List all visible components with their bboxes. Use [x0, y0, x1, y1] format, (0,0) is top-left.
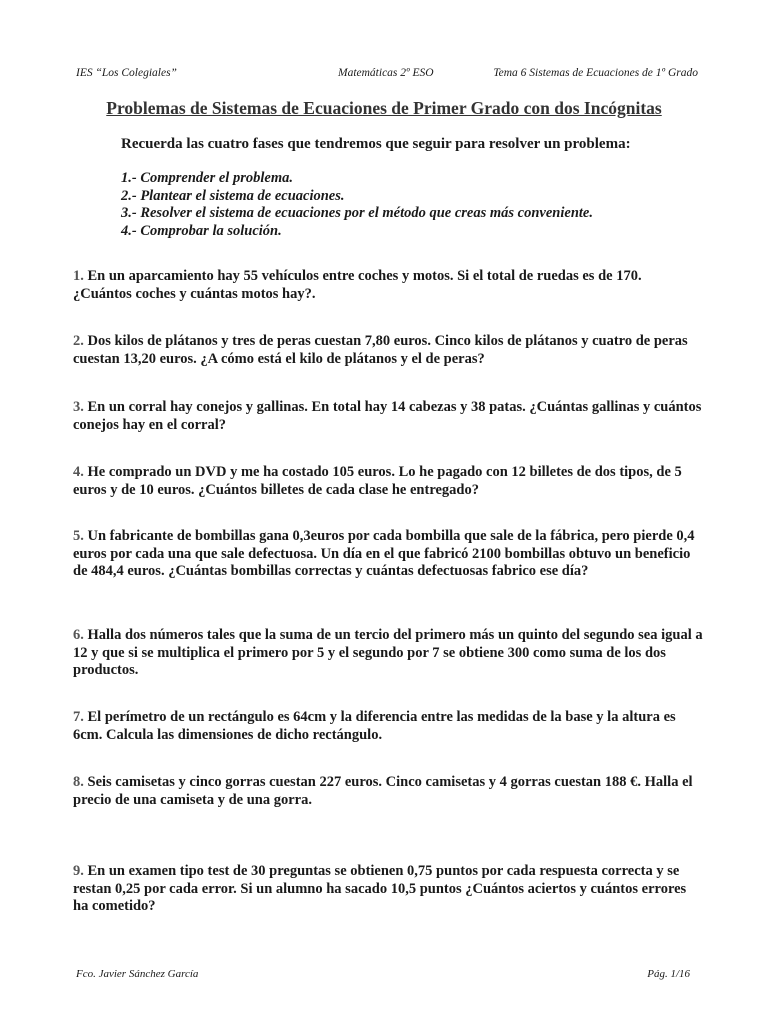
problem-number: 3.	[73, 399, 84, 415]
phase-item: 3.- Resolver el sistema de ecuaciones por el método que creas más conveniente.	[121, 205, 593, 221]
problem-text: Dos kilos de plátanos y tres de peras cuestan 7,80 euros. Cinco kilos de plátanos y cuatro de peras cuestan 13,20 euros. ¿A cómo está el kilo de plátanos y el de peras?	[73, 333, 688, 367]
problem-7	[73, 709, 703, 744]
problem-text: Un fabricante de bombillas gana 0,3euros por cada bombilla que sale de la fábrica, pero pierde 0,4 euros por cada una que sale defectuosa. Un día en el que fabricó 2100 bombillas obtuvo un beneficio de 484,4 euros. ¿Cuántas bombillas correctas y cuántas defectuosas fabrico ese día?	[73, 528, 695, 579]
page-header	[76, 67, 698, 83]
page-title: Problemas de Sistemas de Ecuaciones de Primer Grado con dos Incógnitas	[106, 98, 662, 118]
phase-item: 1.- Comprender el problema.	[121, 170, 293, 186]
problem-number: 4.	[73, 464, 84, 480]
problem-text: He comprado un DVD y me ha costado 105 euros. Lo he pagado con 12 billetes de dos tipos, de 5 euros y de 10 euros. ¿Cuántos billetes de cada clase he entregado?	[73, 464, 682, 498]
problem-number: 1.	[73, 268, 84, 284]
problem-text: En un examen tipo test de 30 preguntas se obtienen 0,75 puntos por cada respuesta correcta y se restan 0,25 por cada error. Si un alumno ha sacado 10,5 puntos ¿Cuántos aciertos y cuántos errores ha cometido?	[73, 863, 687, 914]
problem-number: 2.	[73, 333, 84, 349]
header-subject: Matemáticas 2º ESO	[338, 67, 434, 79]
problem-8	[73, 774, 703, 809]
problem-text: En un corral hay conejos y gallinas. En total hay 14 cabezas y 38 patas. ¿Cuántas gallinas y cuántos conejos hay en el corral?	[73, 399, 702, 433]
footer-page-number: Pág. 1/16	[647, 968, 690, 980]
problem-number: 6.	[73, 627, 84, 643]
problem-text: El perímetro de un rectángulo es 64cm y la diferencia entre las medidas de la base y la altura es 6cm. Calcula las dimensiones de dicho rectángulo.	[73, 709, 676, 743]
problem-text: Seis camisetas y cinco gorras cuestan 227 euros. Cinco camisetas y 4 gorras cuestan 188 €. Halla el precio de una camiseta y de una gorra.	[73, 774, 693, 808]
header-school: IES “Los Colegiales”	[76, 67, 177, 79]
intro-text: Recuerda las cuatro fases que tendremos que seguir para resolver un problema:	[121, 136, 631, 152]
problem-5	[73, 528, 703, 581]
header-topic: Tema 6 Sistemas de Ecuaciones de 1º Grado	[493, 67, 698, 79]
problem-text: En un aparcamiento hay 55 vehículos entre coches y motos. Si el total de ruedas es de 170. ¿Cuántos coches y cuántas motos hay?.	[73, 268, 642, 302]
problem-number: 7.	[73, 709, 84, 725]
problem-9	[73, 863, 703, 916]
page-footer	[76, 968, 690, 984]
footer-author: Fco. Javier Sánchez García	[76, 968, 199, 980]
phase-item: 4.- Comprobar la solución.	[121, 222, 282, 239]
problem-number: 8.	[73, 774, 84, 790]
problem-1	[73, 268, 703, 303]
problem-number: 5.	[73, 528, 84, 544]
problem-6	[73, 627, 703, 680]
problem-2	[73, 333, 703, 368]
problem-3	[73, 399, 703, 434]
problem-text: Halla dos números tales que la suma de un tercio del primero más un quinto del segundo sea igual a 12 y que si se multiplica el primero por 5 y el segundo por 7 se obtiene 300 como suma de los dos productos.	[73, 627, 703, 678]
problem-number: 9.	[73, 863, 84, 879]
phase-item: 2.- Plantear el sistema de ecuaciones.	[121, 187, 345, 204]
phases-list	[121, 170, 721, 240]
problem-4	[73, 464, 703, 499]
